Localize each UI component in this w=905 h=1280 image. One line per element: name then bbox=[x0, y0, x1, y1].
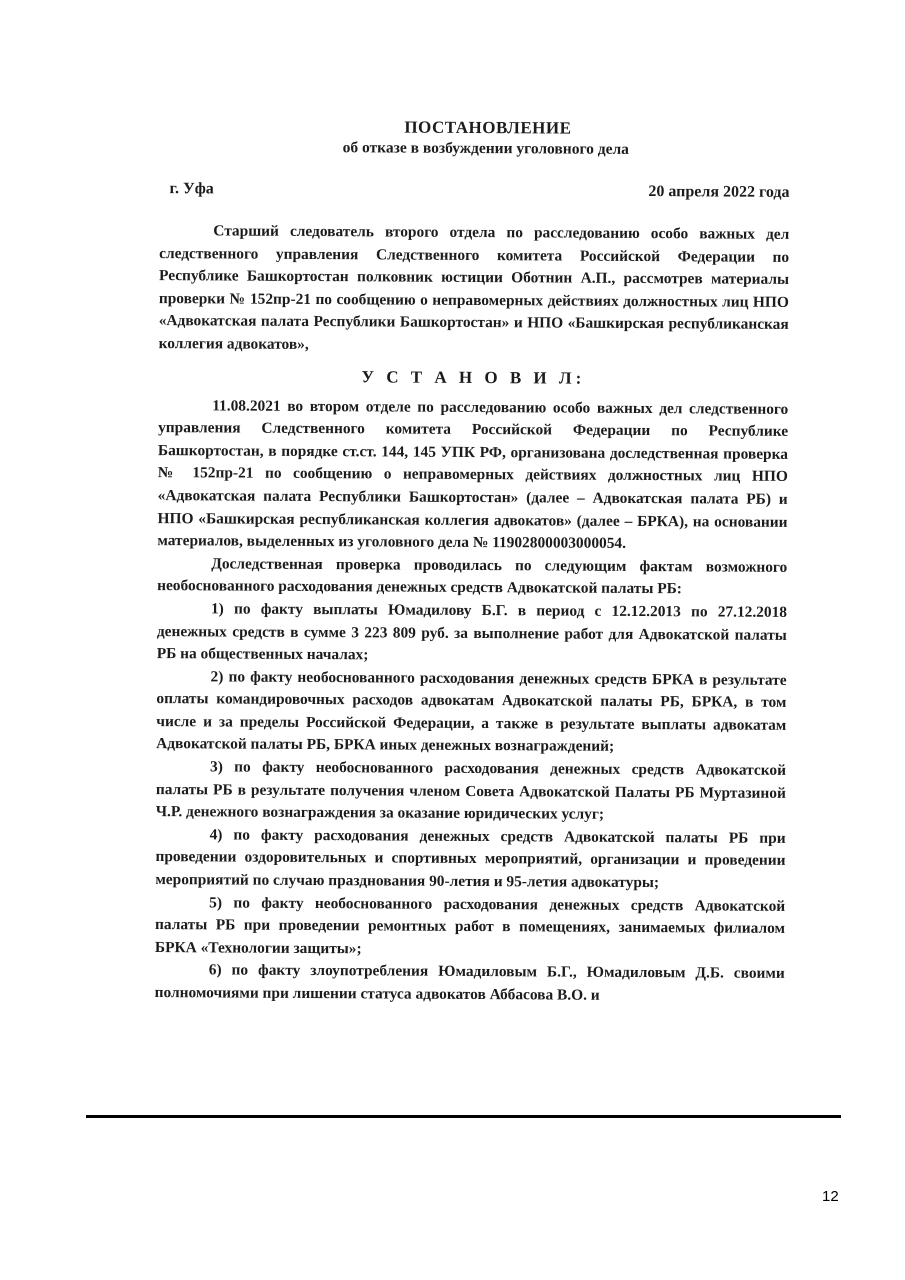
place-date-row bbox=[160, 180, 790, 202]
document-title: ПОСТАНОВЛЕНИЕ bbox=[404, 117, 572, 138]
page-number: 12 bbox=[822, 1188, 839, 1205]
body-paragraph: 1) по факту выплаты Юмадилову Б.Г. в период с 12.12.2013 по 27.12.2018 денежных средств в сумме 3 223 809 руб. за выполнение работ для Адвокатской палаты РБ на общественных началах; bbox=[156, 600, 788, 664]
body-paragraph: 2) по факту необоснованного расходования денежных средств БРКА в результате оплаты командировочных расходов адвокатам Адвокатской палаты РБ, БРКА, в том числе и за пределы Российской Федерации, а также в результате выплаты адвокатам Адвокатской палаты РБ, БРКА иных денежных вознаграждений; bbox=[156, 668, 787, 756]
body-paragraph: 5) по факту необоснованного расходования денежных средств Адвокатской палаты РБ при проведении ремонтных работ в помещениях, занимаемых филиалом БРКА «Технологии защиты»; bbox=[154, 894, 786, 958]
document-subtitle: об отказе в возбуждении уголовного дела bbox=[342, 139, 630, 158]
scanned-document bbox=[154, 116, 790, 1120]
body-paragraph: 3) по факту необоснованного расходования денежных средств Адвокатской палаты РБ в результате получения членом Совета Адвокатской Палаты РБ Муртазиной Ч.Р. денежного вознаграждения за оказание юридических услуг; bbox=[155, 758, 787, 824]
body-paragraph: 6) по факту злоупотребления Юмадиловым Б.Г., Юмадиловым Д.Б. своими полномочиями при лишении статуса адвокатов Аббасова В.О. и bbox=[154, 961, 785, 1004]
body-paragraph: Доследственная проверка проводилась по следующим фактам возможного необоснованного расходования денежных средств Адвокатской палаты РБ: bbox=[157, 555, 788, 598]
intro-paragraph: Старший следователь второго отдела по расследованию особо важных дел следственного управления Следственного комитета Российской Федерации по Республике Башкортостан полковник юстиции Оботнин А.П., рассмотрев материалы проверки № 152пр-21 по сообщению о неправомерных действиях должностных лиц НПО «Адвокатская палата Республики Башкортостан» и НПО «Башкирская республиканская коллегия адвокатов», bbox=[158, 222, 790, 353]
document-date: 20 апреля 2022 года bbox=[648, 183, 790, 201]
body-paragraph: 4) по факту расходования денежных средств Адвокатской палаты РБ при проведении оздоровительных и спортивных мероприятий, организации и проведении мероприятий по случаю празднования 90-летия и 95-летия адвокатуры; bbox=[155, 826, 786, 892]
body-paragraph: 11.08.2021 во втором отделе по расследованию особо важных дел следственного управления Следственного комитета Российской Федерации по Республике Башкортостан, в порядке ст.ст. 144, 145 УПК РФ, организована доследственная проверка № 152пр-21 по сообщению о неправомерных действиях должностных лиц НПО «Адвокатская палата Республики Башкортостан» (далее – Адвокатская палата РБ) и НПО «Башкирская республиканская коллегия адвокатов» (далее – БРКА), на основании материалов, выделенных из уголовного дела № 11902800003000054. bbox=[157, 396, 789, 553]
page-bottom-rule bbox=[86, 1115, 841, 1118]
section-heading: У С Т А Н О В И Л: bbox=[361, 366, 586, 388]
document-city: г. Уфа bbox=[169, 180, 214, 198]
